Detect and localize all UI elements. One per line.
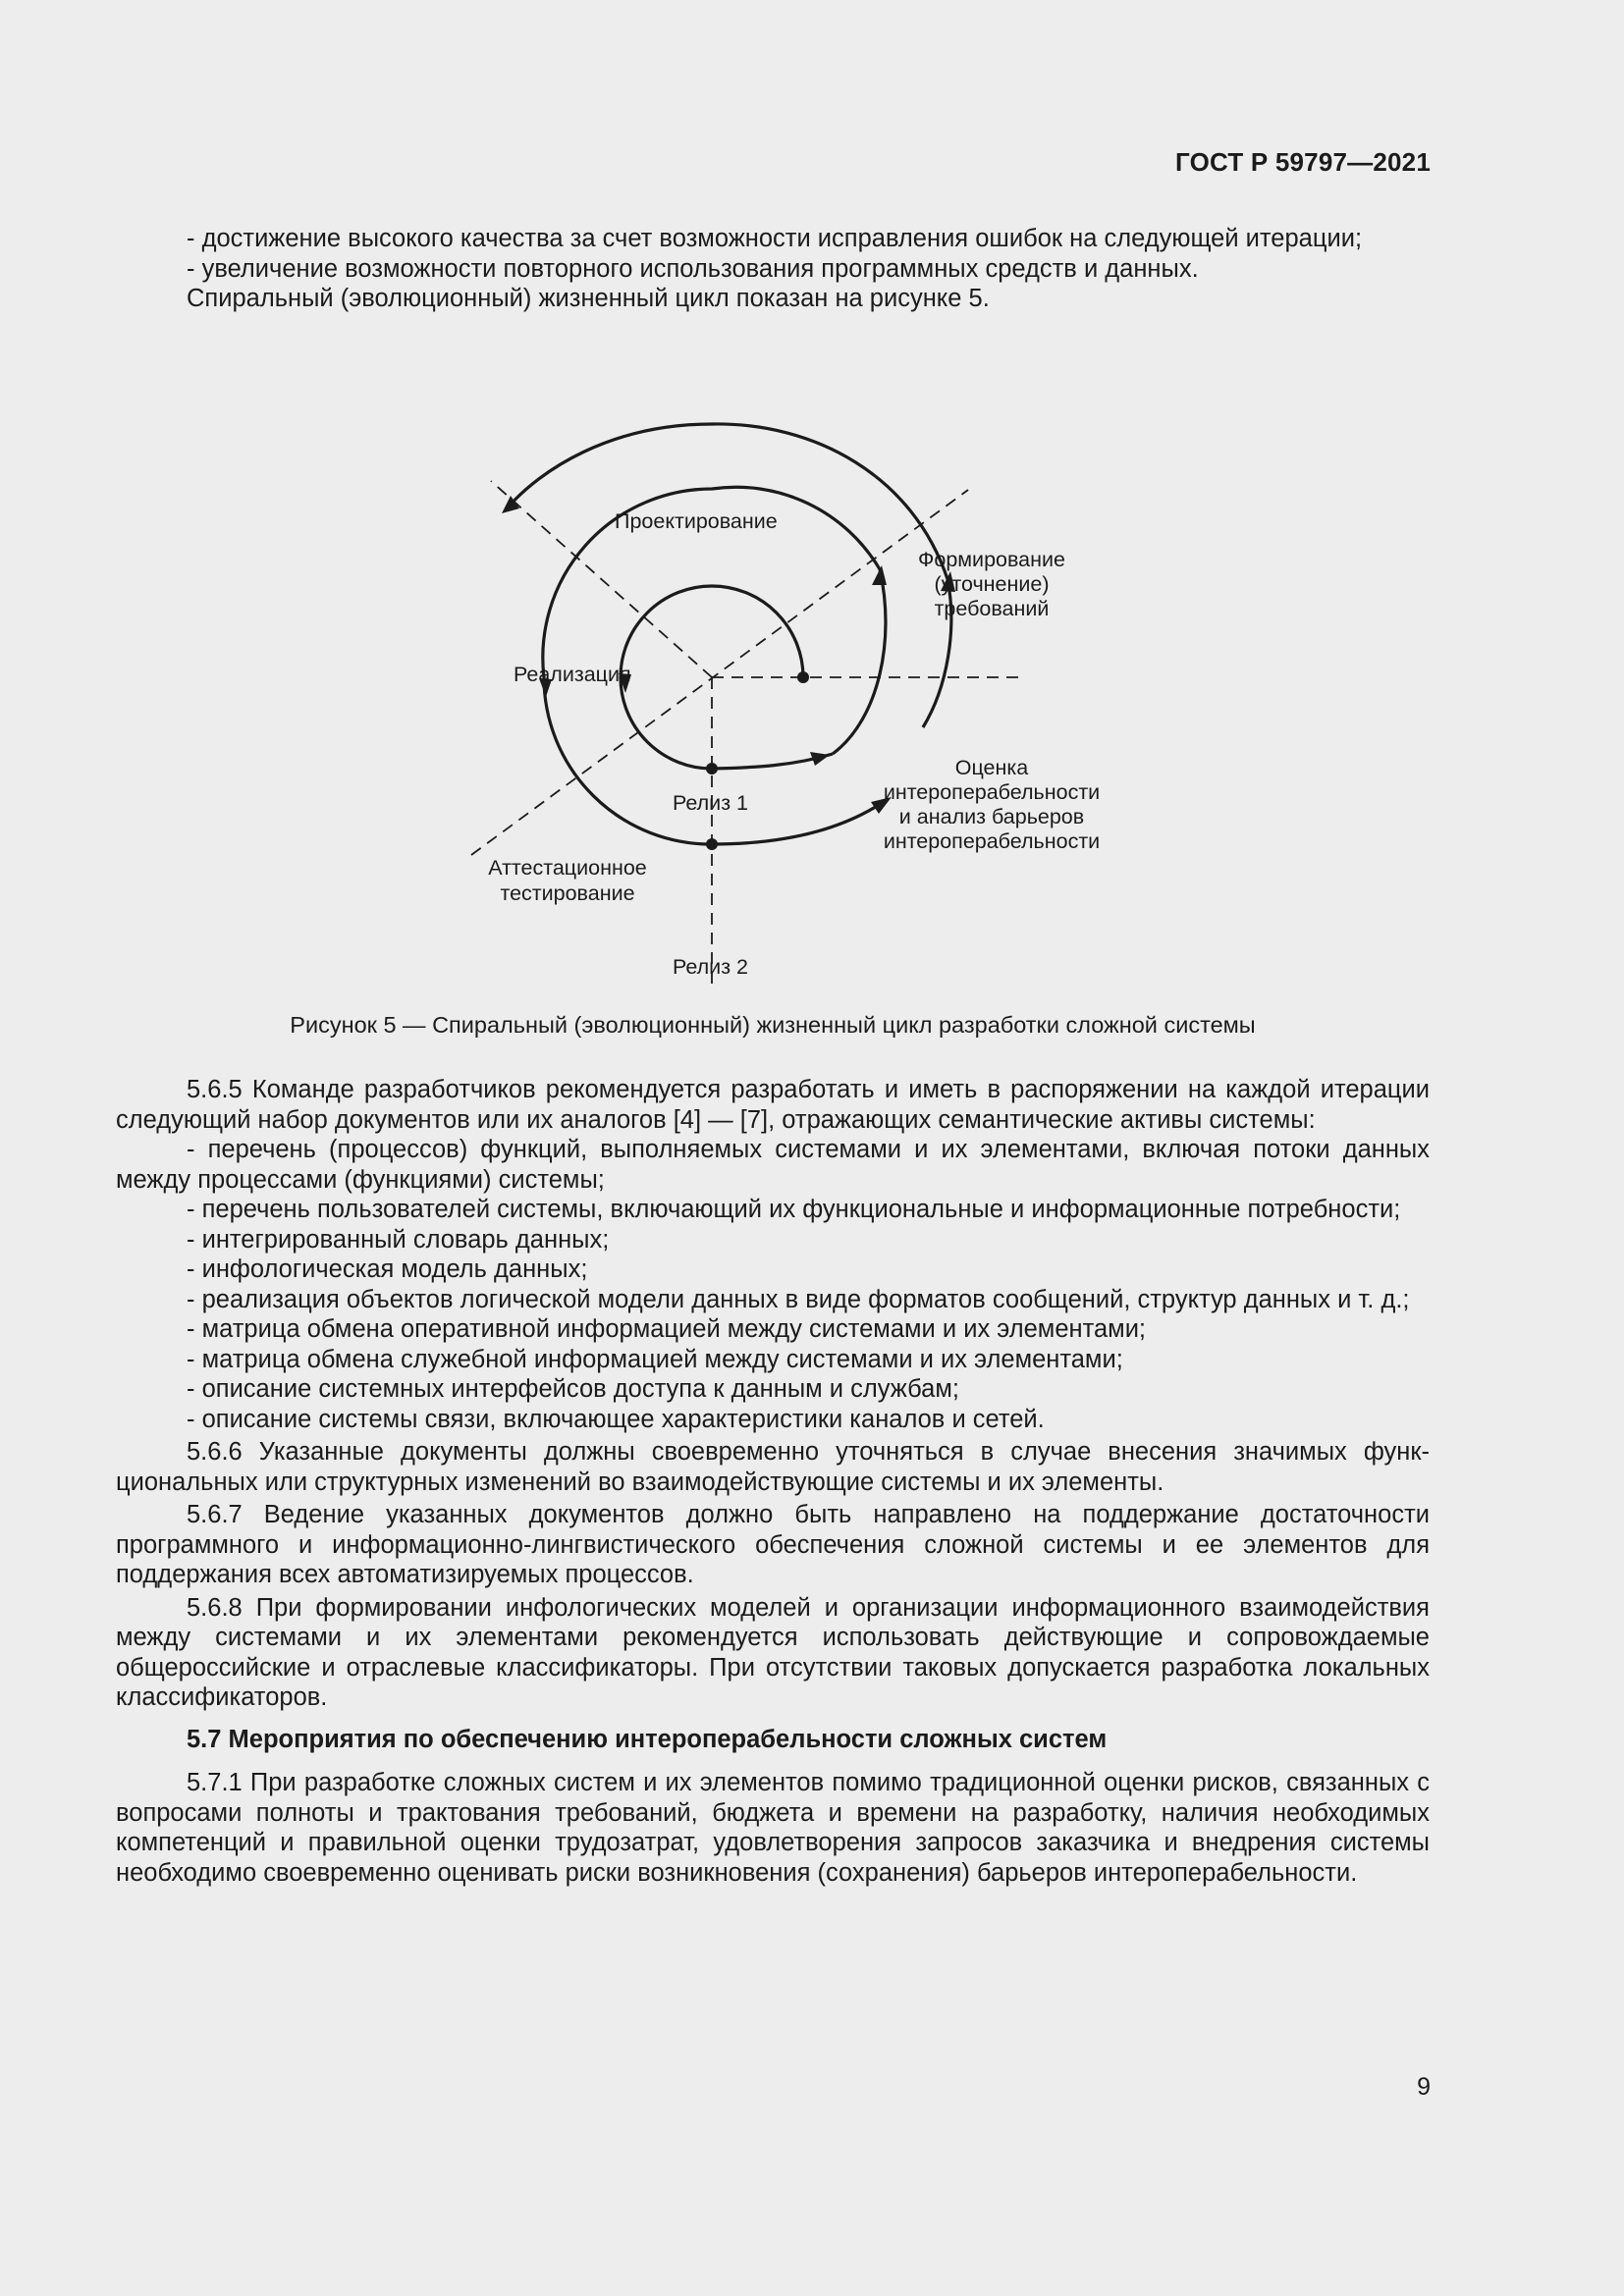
label-assessment-3: и анализ барьеров: [898, 805, 1085, 828]
list-item: - интегрированный словарь данных;: [187, 1225, 610, 1254]
list-item: - матрица обмена оперативной информацией между системами и их элементами;: [187, 1315, 1147, 1343]
label-testing-1: Аттестационное: [488, 856, 647, 880]
label-implementation: Реализация: [514, 663, 631, 686]
label-design: Проектирование: [615, 509, 778, 533]
intro-bullet-2: - увеличение возможности повторного использования программных средств и данных.: [187, 254, 1199, 283]
label-release2: Релиз 2: [673, 955, 748, 979]
paragraph-5-6-6: 5.6.6 Указанные документы должны своевременно уточняться в случае внесения значимых функциональных или структурных изменений во взаимодействующие системы и их элементы.: [116, 1438, 1430, 1496]
release2-point: [706, 838, 718, 850]
document-header: ГОСТ Р 59797—2021: [1175, 147, 1431, 177]
paragraph-5-7-1: 5.7.1 При разработке сложных систем и их элементов помимо традиционной оценки рисков, связанных с вопросами полноты и трактования требований, бюджета и времени на разработку, наличия необходимых компетенций и правильной оценки трудозатрат, удовлетворения запросов заказчика и внедрения системы необходимо своевременно оценивать риски возникновения (сохранения) барьеров интероперабельности.: [116, 1769, 1430, 1887]
page-number: 9: [1417, 2073, 1431, 2101]
key-points: [706, 671, 809, 850]
label-assessment-4: интероперабельности: [883, 829, 1101, 853]
intro-block: [116, 224, 1430, 314]
intro-figure-ref: Спиральный (эволюционный) жизненный цикл показан на рисунке 5.: [187, 285, 990, 312]
body-block: [116, 1075, 1430, 1888]
spiral-diagram: [432, 373, 1139, 1001]
spiral-lifecycle-figure: [432, 373, 1139, 1001]
label-testing-2: тестирование: [500, 881, 635, 905]
release1-point: [706, 763, 718, 774]
list-item: - описание системных интерфейсов доступа к данным и службам;: [187, 1375, 959, 1403]
label-requirements-2: (уточнение): [934, 572, 1050, 596]
paragraph-5-6-8: 5.6.8 При формировании инфологических моделей и организации информационного взаимодействия между системами и их элементами рекомендуется использовать действующие и сопровождаемые общероссийские и отраслевые классификаторы. При отсутствии таковых допускается разработка локальных классификаторов.: [116, 1593, 1430, 1711]
spiral-segment-right: [833, 569, 886, 754]
start-point: [797, 671, 809, 683]
list-item: - перечень пользователей системы, включающий их функциональные и информационные потребности;: [187, 1196, 1401, 1223]
list-item: - перечень (процессов) функций, выполняемых системами и их элементами, включая потоки данных между процессами (функциями) системы;: [116, 1136, 1430, 1194]
list-item: - инфологическая модель данных;: [187, 1255, 588, 1283]
label-assessment-2: интероперабельности: [883, 780, 1101, 804]
section-heading-5-7: 5.7 Мероприятия по обеспечению интероперабельности сложных систем: [187, 1725, 1108, 1753]
list-item: - описание системы связи, включающее характеристики каналов и сетей.: [187, 1405, 1045, 1433]
paragraph-5-6-5: 5.6.5 Команде разработчиков рекомендуется разработать и иметь в распоряжении на каждой итерации следующий набор документов или их аналогов [4] — [7], отражающих семантические активы системы:: [116, 1076, 1430, 1134]
paragraph-5-6-7: 5.6.7 Ведение указанных документов должно быть направлено на поддержание достаточности программного и информационно-лингвистического обеспечения сложной системы и ее элементов для поддержания всех автоматизируемых процессов.: [116, 1501, 1430, 1588]
label-requirements-3: требований: [934, 597, 1050, 620]
figure-caption: Рисунок 5 — Спиральный (эволюционный) жизненный цикл разработки сложной системы: [290, 1012, 1256, 1038]
label-requirements-1: Формирование: [918, 548, 1065, 571]
label-release1: Релиз 1: [673, 791, 748, 815]
intro-bullet-1: - достижение высокого качества за счет возможности исправления ошибок на следующей итерации;: [187, 225, 1363, 252]
label-assessment-1: Оценка: [954, 756, 1029, 779]
list-item: - матрица обмена служебной информацией между системами и их элементами;: [187, 1345, 1123, 1373]
list-item: - реализация объектов логической модели данных в виде форматов сообщений, структур данных и т. д.;: [187, 1285, 1410, 1313]
